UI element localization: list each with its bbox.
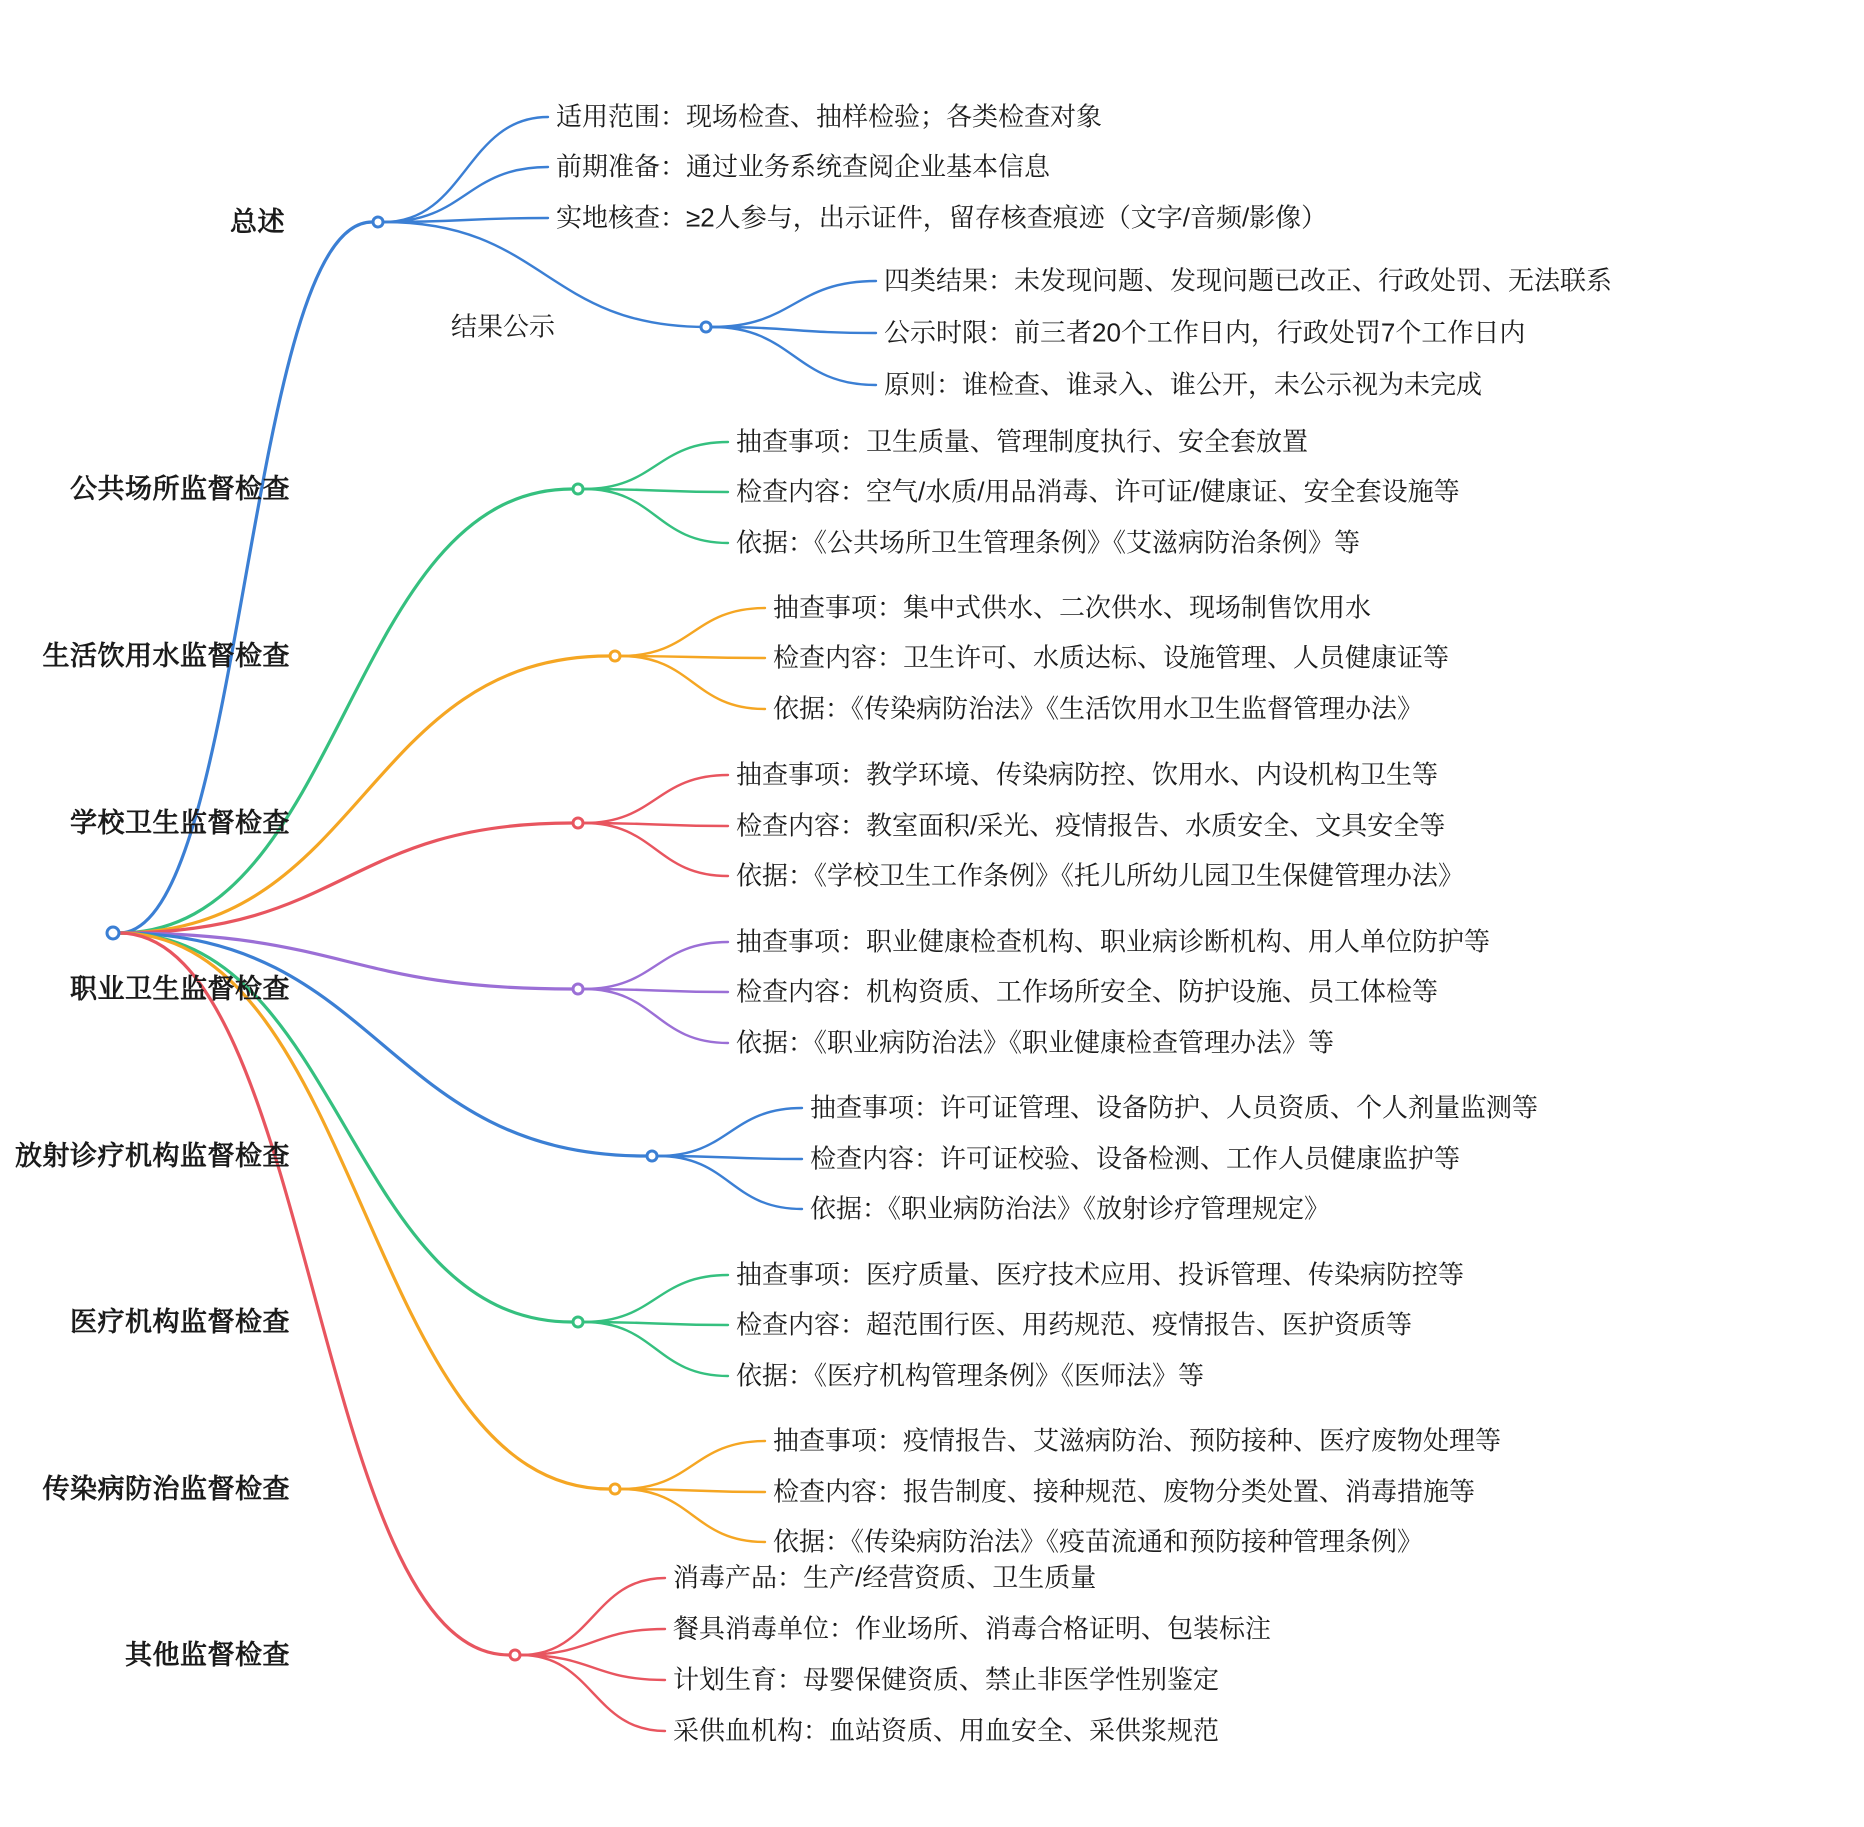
leaf-label-5-0[interactable]: 抽查事项：许可证管理、设备防护、人员资质、个人剂量监测等 xyxy=(810,1092,1539,1123)
leaf-label-8-1[interactable]: 餐具消毒单位：作业场所、消毒合格证明、包装标注 xyxy=(673,1613,1272,1644)
leaf-label-7-1[interactable]: 检查内容：报告制度、接种规范、废物分类处置、消毒措施等 xyxy=(773,1476,1476,1507)
leaf-label-0-1[interactable]: 前期准备：通过业务系统查阅企业基本信息 xyxy=(556,151,1051,182)
branch-node-6[interactable] xyxy=(572,1316,585,1329)
leaf-label-2-0[interactable]: 抽查事项：集中式供水、二次供水、现场制售饮用水 xyxy=(773,592,1372,623)
leaf-label-0-0[interactable]: 适用范围：现场检查、抽样检验；各类检查对象 xyxy=(556,101,1103,132)
leaf-label-0-3-0[interactable]: 四类结果：未发现问题、发现问题已改正、行政处罚、无法联系 xyxy=(884,265,1613,296)
leaf-label-8-0[interactable]: 消毒产品：生产/经营资质、卫生质量 xyxy=(673,1562,1097,1593)
branch-node-5[interactable] xyxy=(646,1150,659,1163)
leaf-label-3-2[interactable]: 依据：《学校卫生工作条例》《托儿所幼儿园卫生保健管理办法》 xyxy=(736,860,1465,891)
leaf-label-5-1[interactable]: 检查内容：许可证校验、设备检测、工作人员健康监护等 xyxy=(810,1143,1461,1174)
leaf-label-6-1[interactable]: 检查内容：超范围行医、用药规范、疫情报告、医护资质等 xyxy=(736,1309,1413,1340)
branch-node-1[interactable] xyxy=(572,483,585,496)
branch-node-8[interactable] xyxy=(509,1649,522,1662)
branch-label-4[interactable]: 职业卫生监督检查 xyxy=(70,973,290,1004)
leaf-label-1-0[interactable]: 抽查事项：卫生质量、管理制度执行、安全套放置 xyxy=(736,426,1309,457)
leaf-label-2-1[interactable]: 检查内容：卫生许可、水质达标、设施管理、人员健康证等 xyxy=(773,642,1450,673)
leaf-label-7-2[interactable]: 依据：《传染病防治法》《疫苗流通和预防接种管理条例》 xyxy=(773,1526,1424,1557)
branch-node-4[interactable] xyxy=(572,983,585,996)
leaf-label-6-2[interactable]: 依据：《医疗机构管理条例》《医师法》等 xyxy=(736,1360,1205,1391)
leaf-label-8-2[interactable]: 计划生育：母婴保健资质、禁止非医学性别鉴定 xyxy=(673,1664,1220,1695)
leaf-label-0-3-2[interactable]: 原则：谁检查、谁录入、谁公开，未公示视为未完成 xyxy=(884,369,1483,400)
branch-label-2[interactable]: 生活饮用水监督检查 xyxy=(42,640,290,671)
branch-label-6[interactable]: 医疗机构监督检查 xyxy=(70,1306,290,1337)
leaf-label-4-1[interactable]: 检查内容：机构资质、工作场所安全、防护设施、员工体检等 xyxy=(736,976,1439,1007)
leaf-label-4-2[interactable]: 依据：《职业病防治法》《职业健康检查管理办法》等 xyxy=(736,1027,1335,1058)
leaf-label-0-3-1[interactable]: 公示时限：前三者20个工作日内，行政处罚7个工作日内 xyxy=(884,317,1526,348)
branch-label-3[interactable]: 学校卫生监督检查 xyxy=(70,807,290,838)
branch-label-1[interactable]: 公共场所监督检查 xyxy=(70,473,290,504)
leaf-label-0-2[interactable]: 实地核查：≥2人参与，出示证件，留存核查痕迹（文字/音频/影像） xyxy=(556,202,1328,233)
branch-node-0[interactable] xyxy=(372,216,385,229)
leaf-label-2-2[interactable]: 依据：《传染病防治法》《生活饮用水卫生监督管理办法》 xyxy=(773,693,1424,724)
leaf-label-8-3[interactable]: 采供血机构：血站资质、用血安全、采供浆规范 xyxy=(673,1715,1220,1746)
leaf-label-4-0[interactable]: 抽查事项：职业健康检查机构、职业病诊断机构、用人单位防护等 xyxy=(736,926,1491,957)
branch-label-5[interactable]: 放射诊疗机构监督检查 xyxy=(15,1140,290,1171)
leaf-label-3-1[interactable]: 检查内容：教室面积/采光、疫情报告、水质安全、文具安全等 xyxy=(736,810,1446,841)
branch-label-0[interactable]: 总述 xyxy=(230,206,285,237)
branch-node-3[interactable] xyxy=(572,817,585,830)
leaf-label-1-2[interactable]: 依据：《公共场所卫生管理条例》《艾滋病防治条例》等 xyxy=(736,527,1361,558)
branch-label-7[interactable]: 传染病防治监督检查 xyxy=(42,1473,290,1504)
leaf-label-7-0[interactable]: 抽查事项：疫情报告、艾滋病防治、预防接种、医疗废物处理等 xyxy=(773,1425,1502,1456)
branch-node-2[interactable] xyxy=(609,650,622,663)
branch-label-8[interactable]: 其他监督检查 xyxy=(125,1639,290,1670)
subbranch-label-0-3[interactable]: 结果公示 xyxy=(450,311,555,342)
leaf-label-5-2[interactable]: 依据：《职业病防治法》《放射诊疗管理规定》 xyxy=(810,1193,1331,1224)
branch-node-7[interactable] xyxy=(609,1483,622,1496)
mindmap-root-node[interactable] xyxy=(106,926,121,941)
leaf-label-3-0[interactable]: 抽查事项：教学环境、传染病防控、饮用水、内设机构卫生等 xyxy=(736,759,1439,790)
leaf-label-1-1[interactable]: 检查内容：空气/水质/用品消毒、许可证/健康证、安全套设施等 xyxy=(736,476,1460,507)
leaf-label-6-0[interactable]: 抽查事项：医疗质量、医疗技术应用、投诉管理、传染病防控等 xyxy=(736,1259,1465,1290)
subbranch-node-0-3[interactable] xyxy=(700,321,713,334)
